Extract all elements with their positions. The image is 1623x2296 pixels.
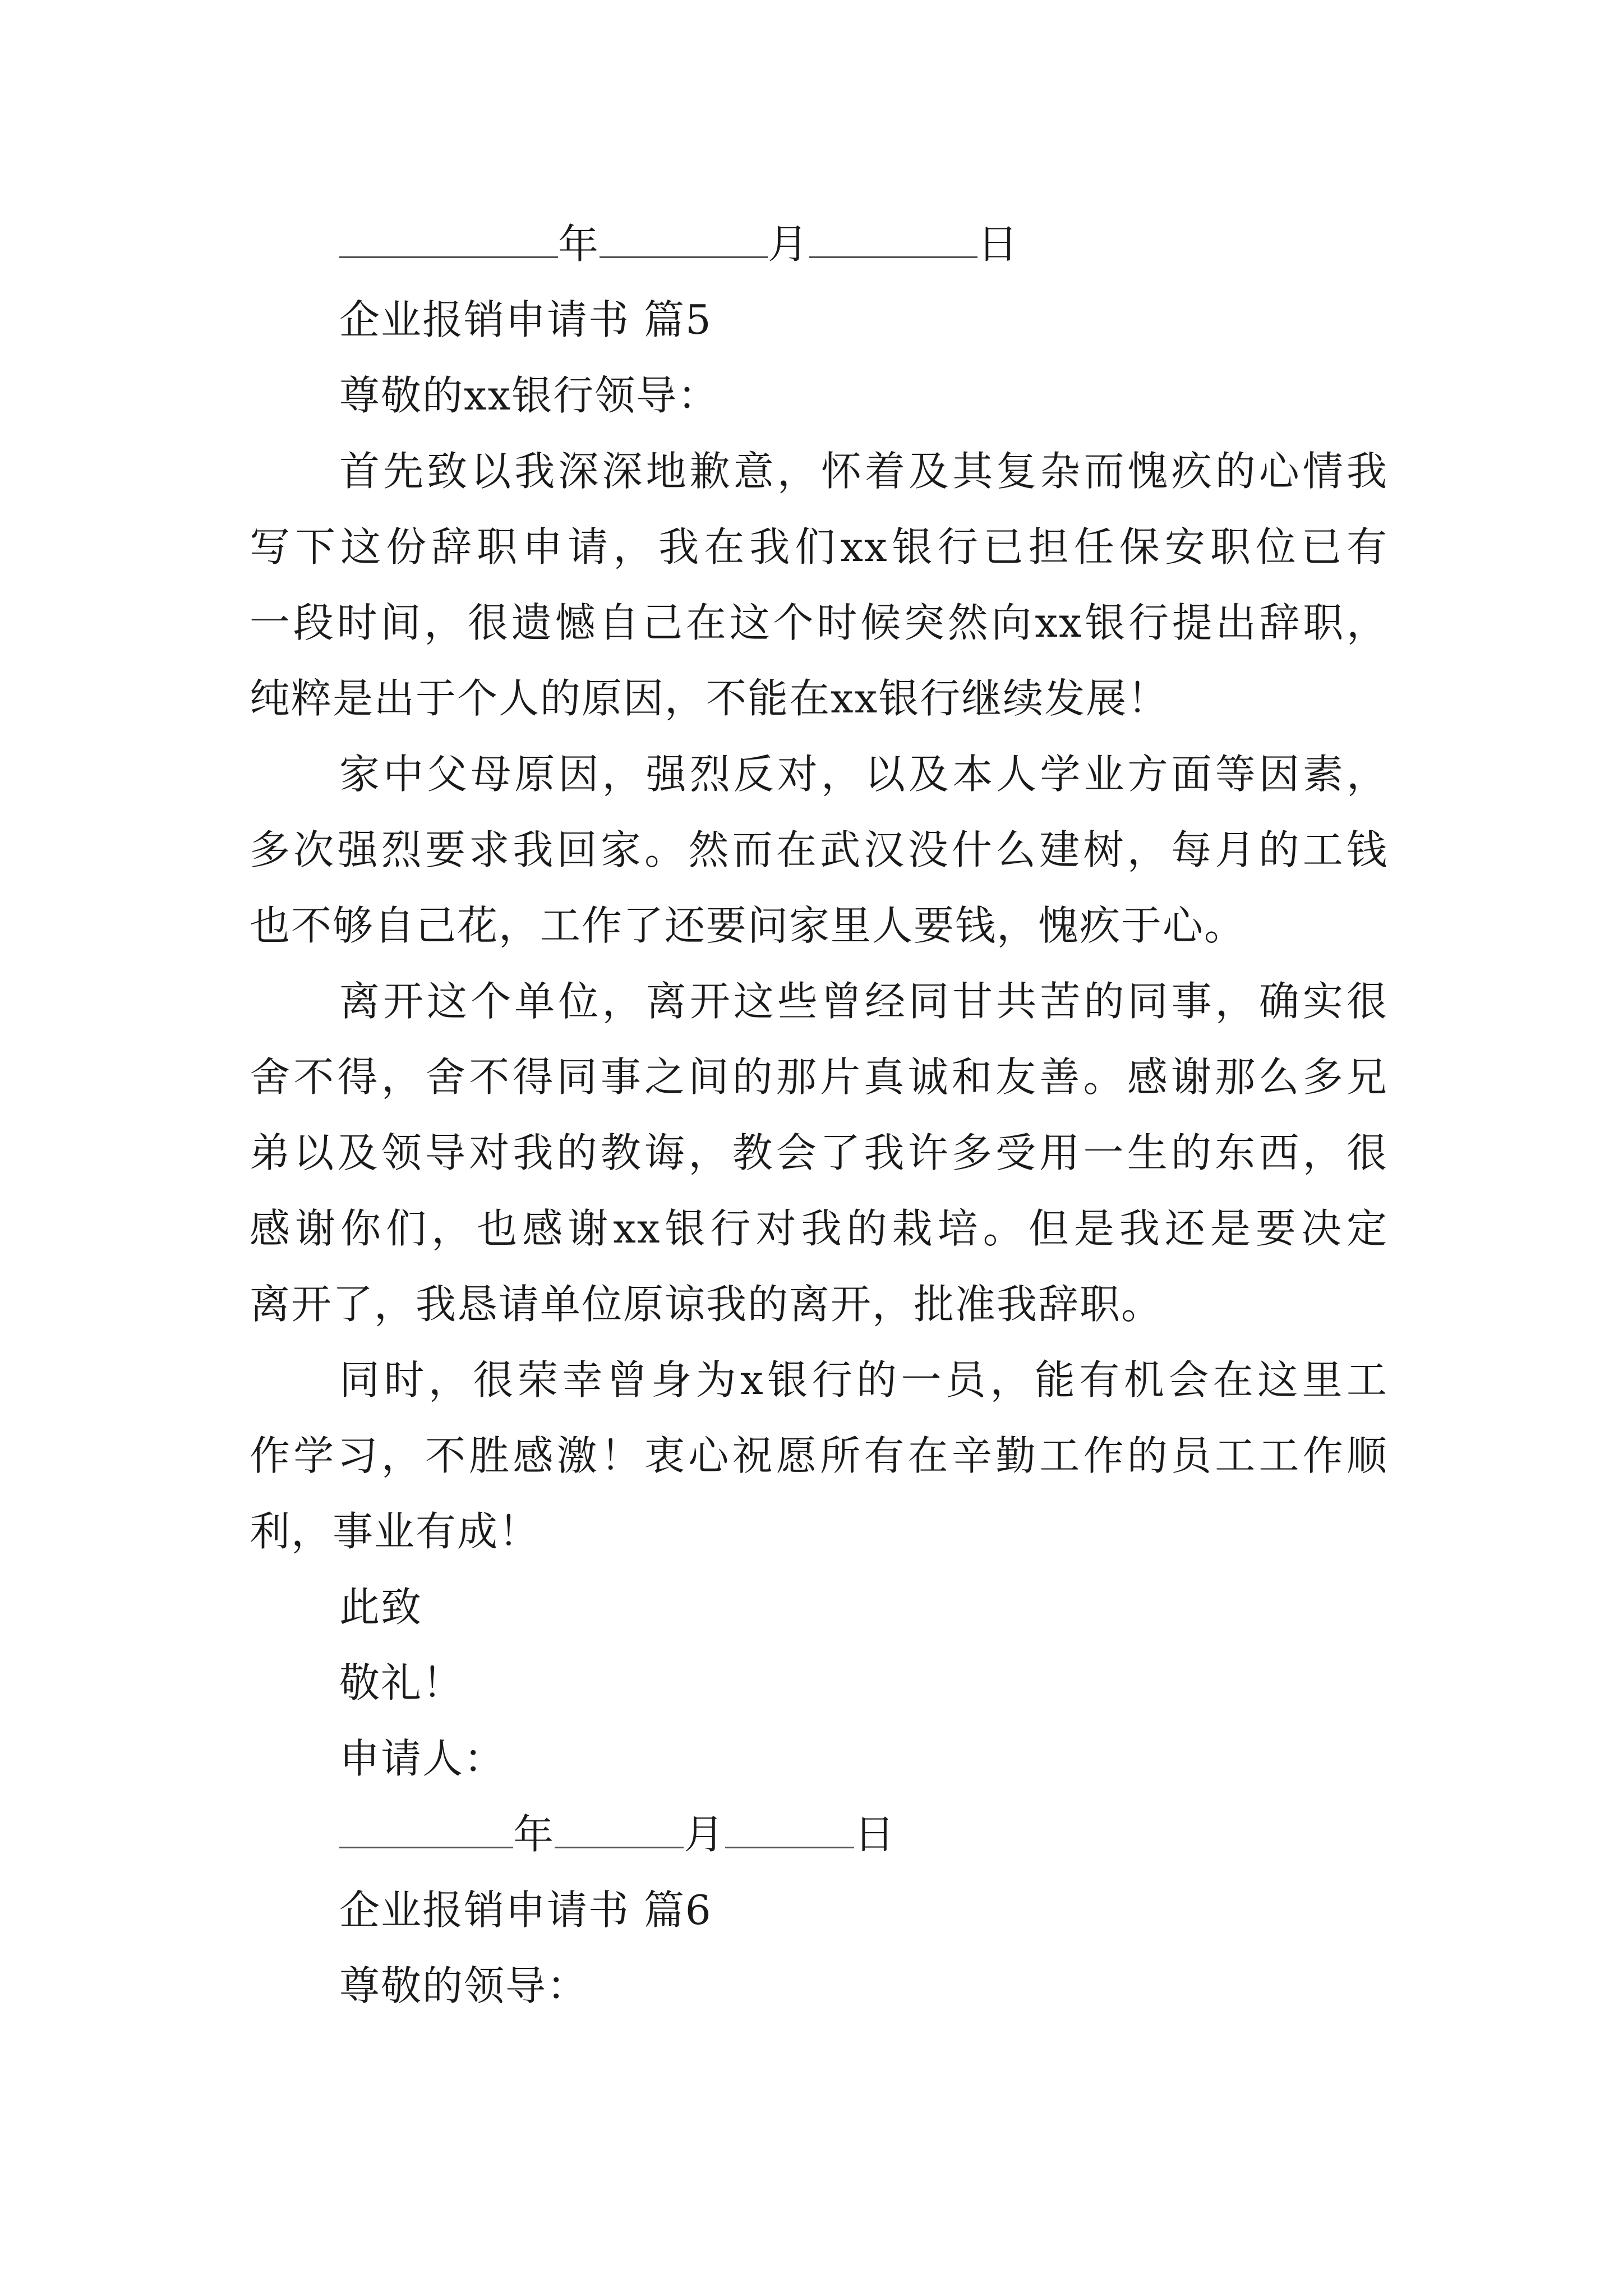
section5-p2-line2: 多次强烈要求我回家。然而在武汉没什么建树，每月的工钱 [250,826,1388,873]
day-blank [809,216,978,258]
year-label: 年 [513,1811,555,1858]
year-blank [339,1806,513,1848]
section5-p2-line3: 也不够自己花，工作了还要问家里人要钱，愧疚于心。 [250,902,1246,949]
day-label: 日 [854,1811,896,1858]
section5-p1-line2: 写下这份辞职申请，我在我们xx银行已担任保安职位已有 [250,523,1388,570]
year-label: 年 [558,220,600,268]
section5-p3-line1: 离开这个单位，离开这些曾经同甘共苦的同事，确实很 [339,978,1388,1025]
section5-p1-line3: 一段时间，很遗憾自己在这个时候突然向xx银行提出辞职， [250,599,1388,646]
day-label: 日 [978,220,1020,268]
date-line-bottom [339,1806,1478,1862]
section6-heading: 企业报销申请书 篇6 [339,1887,712,1934]
section5-p3-line5: 离开了，我恳请单位原谅我的离开，批准我辞职。 [250,1281,1163,1328]
section5-p4-line1: 同时，很荣幸曾身为x银行的一员，能有机会在这里工 [339,1356,1388,1404]
section5-p3-line2: 舍不得，舍不得同事之间的那片真诚和友善。感谢那么多兄 [250,1053,1388,1101]
closing-jing-li: 敬礼！ [339,1659,464,1706]
section5-p3-line3: 弟以及领导对我的教诲，教会了我许多受用一生的东西，很 [250,1129,1388,1176]
month-blank [600,216,768,258]
section5-p3-line4: 感谢你们，也感谢xx银行对我的栽培。但是我还是要决定 [250,1205,1388,1252]
month-blank [555,1806,684,1848]
closing-ci-zhi: 此致 [339,1584,423,1631]
section5-p2-line1: 家中父母原因，强烈反对，以及本人学业方面等因素， [339,751,1388,798]
month-label: 月 [684,1811,726,1858]
section5-salutation: 尊敬的xx银行领导： [339,372,720,419]
day-blank [725,1806,854,1848]
month-label: 月 [768,220,810,268]
section5-p4-line3: 利，事业有成！ [250,1508,541,1555]
section5-heading: 企业报销申请书 篇5 [339,296,712,343]
section6-salutation: 尊敬的领导： [339,1962,589,2009]
section5-p1-line1: 首先致以我深深地歉意，怀着及其复杂而愧疚的心情我 [339,448,1388,495]
date-line-top [339,216,1478,272]
applicant-label: 申请人： [339,1735,506,1782]
year-blank [339,216,558,258]
section5-p1-line4: 纯粹是出于个人的原因，不能在xx银行继续发展！ [250,675,1169,722]
section5-p4-line2: 作学习，不胜感激！衷心祝愿所有在辛勤工作的员工工作顺 [250,1432,1388,1479]
